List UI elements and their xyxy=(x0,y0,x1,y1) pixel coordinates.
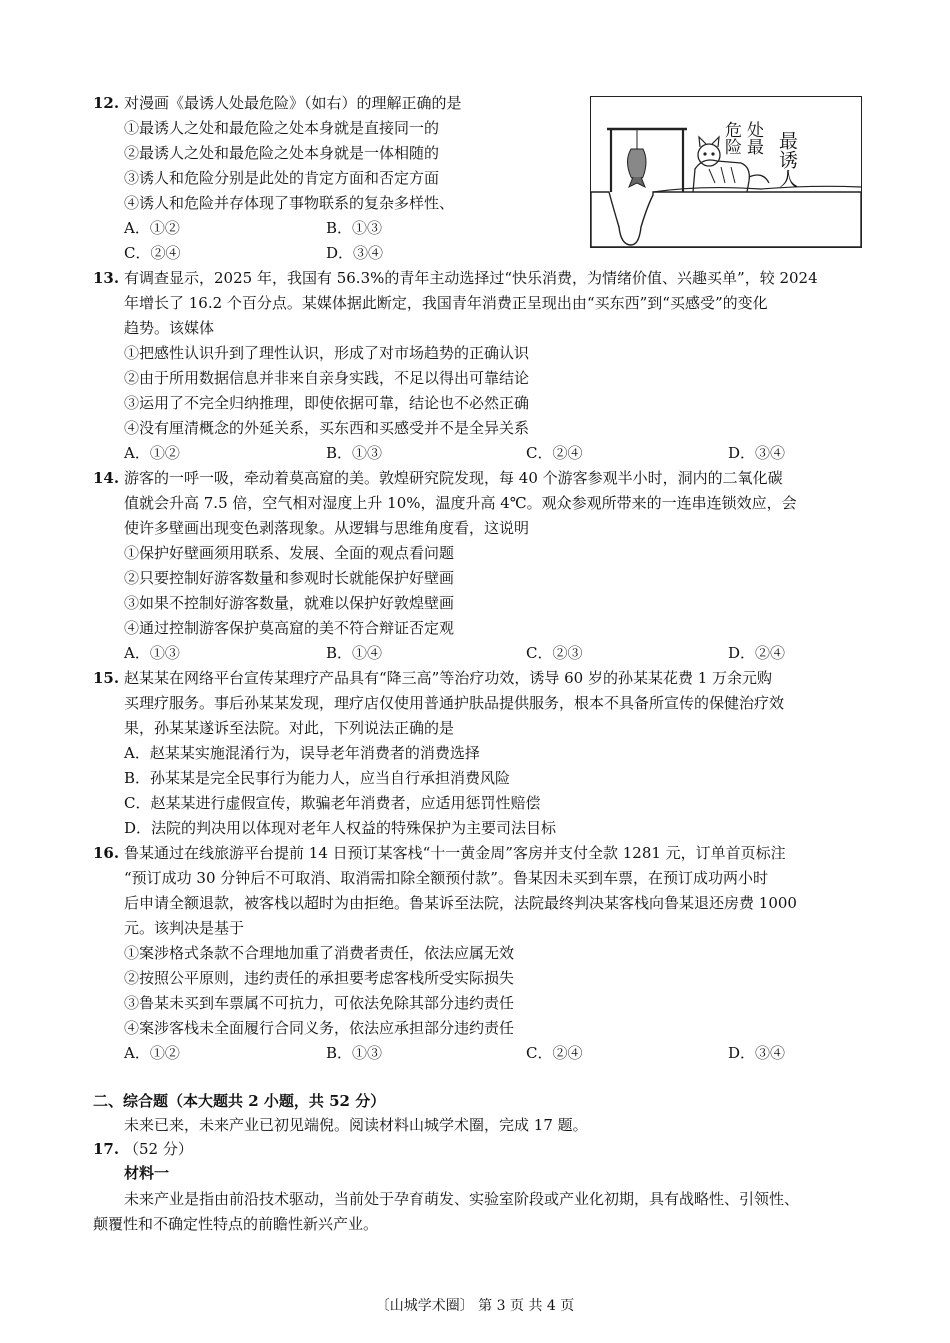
question-12-stem: 对漫画《最诱人处最危险》（如右）的理解正确的是 xyxy=(124,94,462,112)
question-16-stem: 鲁某通过在线旅游平台提前 14 日预订某客栈“十一黄金周”客房并支付全款 1281 元，订单首页标注 xyxy=(124,844,786,862)
question-12-item: ②最诱人之处和最危险之处本身就是一体相随的 xyxy=(124,144,440,162)
question-16-option-a: A．①② xyxy=(124,1044,180,1062)
question-13-number: 13. xyxy=(93,269,120,287)
question-12-item: ①最诱人之处和最危险之处本身就是直接同一的 xyxy=(124,119,440,137)
question-16-stem: 后申请全额退款，被客栈以超时为由拒绝。鲁某诉至法院，法院最终判决某客栈向鲁某退还房费 1000 xyxy=(124,894,797,912)
question-12-option-b: B．①③ xyxy=(326,219,383,237)
cartoon-title-char: 处最 xyxy=(743,121,763,155)
question-13-item: ④没有厘清概念的外延关系，买东西和买感受并不是全异关系 xyxy=(124,419,530,437)
question-14-item: ①保护好壁画须用联系、发展、全面的观点看问题 xyxy=(124,544,455,562)
question-14-stem: 值就会升高 7.5 倍，空气相对湿度上升 10%，温度升高 4℃。观众参观所带来的一连串连锁效应，会 xyxy=(124,494,797,512)
cat-tail-icon xyxy=(749,175,769,183)
question-16-item: ③鲁某未买到车票属不可抗力，可依法免除其部分违约责任 xyxy=(124,994,515,1012)
ground-line xyxy=(653,186,861,192)
section-2-title: 二、综合题（本大题共 2 小题，共 52 分） xyxy=(93,1092,386,1110)
question-12-item: ④诱人和危险并存体现了事物联系的复杂多样性、 xyxy=(124,194,455,212)
question-14-stem: 游客的一呼一吸，牵动着莫高窟的美。敦煌研究院发现，每 40 个游客参观半小时，洞内的二氧化碳 xyxy=(124,469,783,487)
material-title: 材料一 xyxy=(124,1164,170,1182)
cat-eye-icon xyxy=(711,152,714,155)
question-14-item: ③如果不控制好游客数量，就难以保护好敦煌壁画 xyxy=(124,594,455,612)
question-12-option-c: C．②④ xyxy=(124,244,181,262)
question-13-item: ①把感性认识升到了理性认识，形成了对市场趋势的正确认识 xyxy=(124,344,530,362)
fish-icon xyxy=(628,149,647,181)
question-14-item: ②只要控制好游客数量和参观时长就能保护好壁画 xyxy=(124,569,455,587)
question-12-option-a: A．①② xyxy=(124,219,180,237)
material-text: 未来产业是指由前沿技术驱动，当前处于孕育萌发、实验室阶段或产业化初期，具有战略性、引领性、 xyxy=(124,1190,800,1208)
question-17-number: 17. xyxy=(93,1140,120,1158)
question-15-choice-d: D．法院的判决用以体现对老年人权益的特殊保护为主要司法目标 xyxy=(124,819,557,837)
question-16-number: 16. xyxy=(93,844,120,862)
question-15-number: 15. xyxy=(93,669,120,687)
question-12-option-d: D．③④ xyxy=(326,244,384,262)
question-12-item: ③诱人和危险分别是此处的肯定方面和否定方面 xyxy=(124,169,440,187)
cat-eye-icon xyxy=(703,152,706,155)
question-14-option-a: A．①③ xyxy=(124,644,180,662)
question-16-option-b: B．①③ xyxy=(326,1044,383,1062)
question-14-option-d: D．②④ xyxy=(728,644,786,662)
question-17-score: （52 分） xyxy=(124,1140,193,1158)
question-13-option-c: C．②④ xyxy=(526,444,583,462)
cliff-outline xyxy=(591,192,861,247)
question-13-item: ②由于所用数据信息并非来自亲身实践，不足以得出可靠结论 xyxy=(124,369,530,387)
question-16-stem: “预订成功 30 分钟后不可取消、取消需扣除全额预付款”。鲁某因未买到车票，在预订成功两小时 xyxy=(124,869,768,887)
section-2-intro: 未来已来，未来产业已初见端倪。阅读材料山城学术圈，完成 17 题。 xyxy=(124,1116,588,1134)
cartoon-title-char: 危险 xyxy=(721,121,741,155)
question-15-choice-c: C．赵某某进行虚假宣传，欺骗老年消费者，应适用惩罚性赔偿 xyxy=(124,794,541,812)
cartoon-illustration xyxy=(590,96,862,248)
question-13-item: ③运用了不完全归纳推理，即使依据可靠，结论也不必然正确 xyxy=(124,394,530,412)
question-16-item: ④案涉客栈未全面履行合同义务，依法应承担部分违约责任 xyxy=(124,1019,515,1037)
question-13-option-b: B．①③ xyxy=(326,444,383,462)
question-16-item: ①案涉格式条款不合理地加重了消费者责任，依法应属无效 xyxy=(124,944,515,962)
question-13-option-d: D．③④ xyxy=(728,444,786,462)
cartoon-drawing xyxy=(591,97,861,247)
question-15-stem: 赵某某在网络平台宣传某理疗产品具有“降三高”等治疗功效，诱导 60 岁的孙某某花费 1 万余元购 xyxy=(124,669,773,687)
cat-head-icon xyxy=(698,144,720,166)
question-15-choice-a: A．赵某某实施混淆行为，误导老年消费者的消费选择 xyxy=(124,744,480,762)
question-13-stem: 有调查显示，2025 年，我国有 56.3%的青年主动选择过“快乐消费，为情绪价值、兴趣买单”，较 2024 xyxy=(124,269,818,287)
question-15-stem: 买理疗服务。事后孙某某发现，理疗店仅使用普通护肤品提供服务，根本不具备所宣传的保健治疗效 xyxy=(124,694,785,712)
question-15-stem: 果，孙某某遂诉至法院。对此，下列说法正确的是 xyxy=(124,719,455,737)
fish-tail-icon xyxy=(629,177,645,187)
cat-stripes-icon xyxy=(709,167,735,183)
question-16-option-c: C．②④ xyxy=(526,1044,583,1062)
question-13-stem: 趋势。该媒体 xyxy=(124,319,215,337)
material-text: 颠覆性和不确定性特点的前瞻性新兴产业。 xyxy=(93,1215,379,1233)
cat-ears-icon xyxy=(699,137,719,147)
cartoon-title-char: 最诱人 xyxy=(776,131,798,188)
question-15-choice-b: B．孙某某是完全民事行为能力人，应当自行承担消费风险 xyxy=(124,769,511,787)
question-14-option-c: C．②③ xyxy=(526,644,583,662)
question-13-option-a: A．①② xyxy=(124,444,180,462)
question-16-stem: 元。该判决是基于 xyxy=(124,919,245,937)
question-13-stem: 年增长了 16.2 个百分点。某媒体据此断定，我国青年消费正呈现出由“买东西”到“买感受”的变化 xyxy=(124,294,768,312)
question-16-item: ②按照公平原则，违约责任的承担要考虑客栈所受实际损失 xyxy=(124,969,515,987)
question-14-stem: 使许多壁画出现变色剥落现象。从逻辑与思维角度看，这说明 xyxy=(124,519,530,537)
question-14-item: ④通过控制游客保护莫高窟的美不符合辩证否定观 xyxy=(124,619,455,637)
question-16-option-d: D．③④ xyxy=(728,1044,786,1062)
page-footer: 〔山城学术圈〕 第 3 页 共 4 页 xyxy=(375,1298,575,1314)
question-14-number: 14. xyxy=(93,469,120,487)
question-12-number: 12. xyxy=(93,94,120,112)
question-14-option-b: B．①④ xyxy=(326,644,383,662)
